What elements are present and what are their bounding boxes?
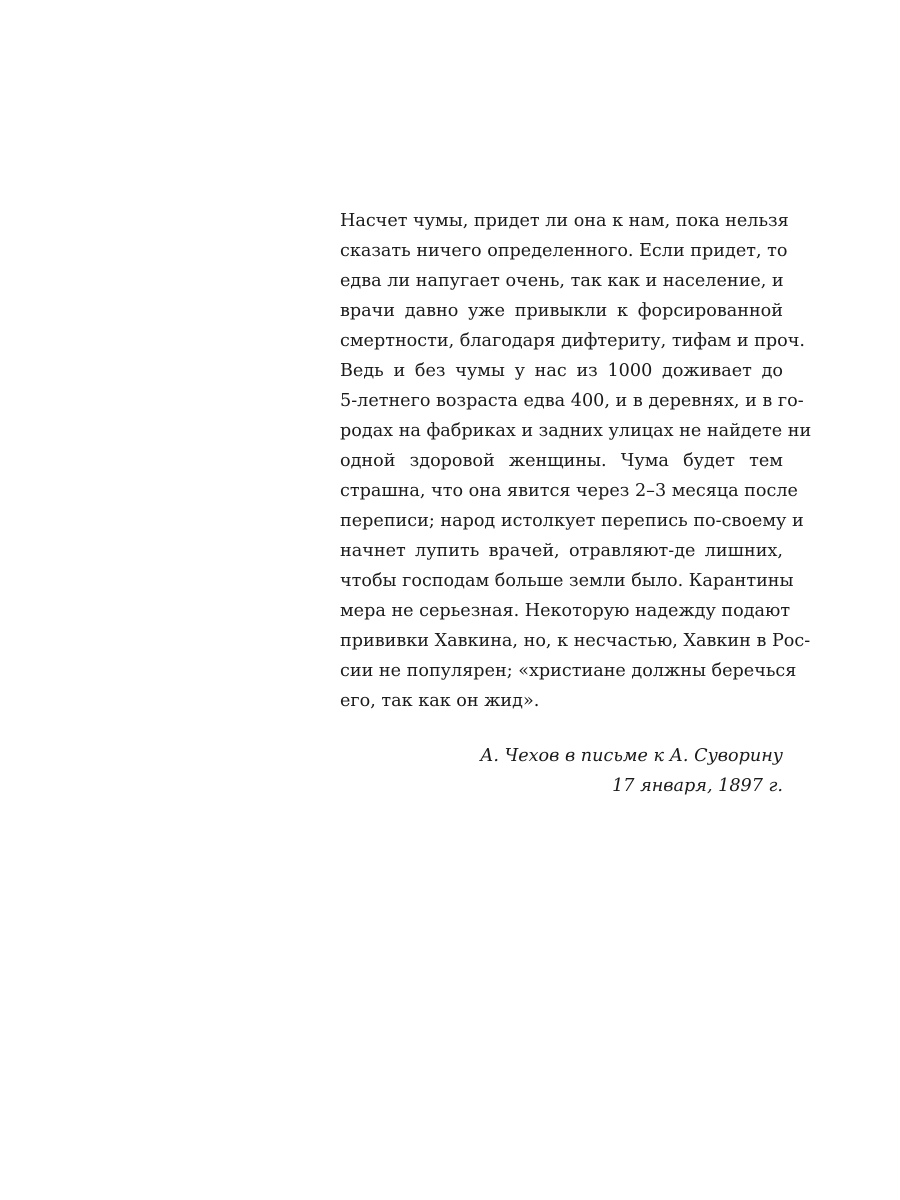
- text-line: переписи; народ истолкует перепись по-своему и: [340, 511, 804, 531]
- text-line: прививки Хавкина, но, к несчастью, Хавкин в Рос-: [340, 631, 811, 651]
- text-line: Насчет чумы, придет ли она к нам, пока нельзя: [340, 211, 789, 231]
- text-line: страшна, что она явится через 2–3 месяца после: [340, 481, 798, 501]
- text-line: 5-летнего возраста едва 400, и в деревнях, и в го-: [340, 391, 804, 411]
- attribution-author: А. Чехов в письме к А. Суворину: [480, 746, 783, 766]
- text-line: одной здоровой женщины. Чума будет тем: [340, 451, 783, 471]
- epigraph-text: [340, 206, 812, 716]
- text-line: его, так как он жид».: [340, 691, 540, 711]
- text-line: чтобы господам больше земли было. Карантины: [340, 571, 794, 591]
- attribution-date: 17 января, 1897 г.: [612, 776, 783, 796]
- text-line: сии не популярен; «христиане должны беречься: [340, 661, 797, 681]
- text-line: мера не серьезная. Некоторую надежду подают: [340, 601, 791, 621]
- text-line: сказать ничего определенного. Если придет, то: [340, 241, 788, 261]
- text-line: Ведь и без чумы у нас из 1000 доживает до: [340, 361, 783, 381]
- text-line: начнет лупить врачей, отравляют-де лишних,: [340, 541, 783, 561]
- text-line: врачи давно уже привыкли к форсированной: [340, 301, 783, 321]
- text-line: родах на фабриках и задних улицах не найдете ни: [340, 421, 812, 441]
- text-line: смертности, благодаря дифтериту, тифам и проч.: [340, 331, 805, 351]
- epigraph: [340, 206, 812, 801]
- text-line: едва ли напугает очень, так как и население, и: [340, 271, 784, 291]
- attribution: [340, 741, 783, 801]
